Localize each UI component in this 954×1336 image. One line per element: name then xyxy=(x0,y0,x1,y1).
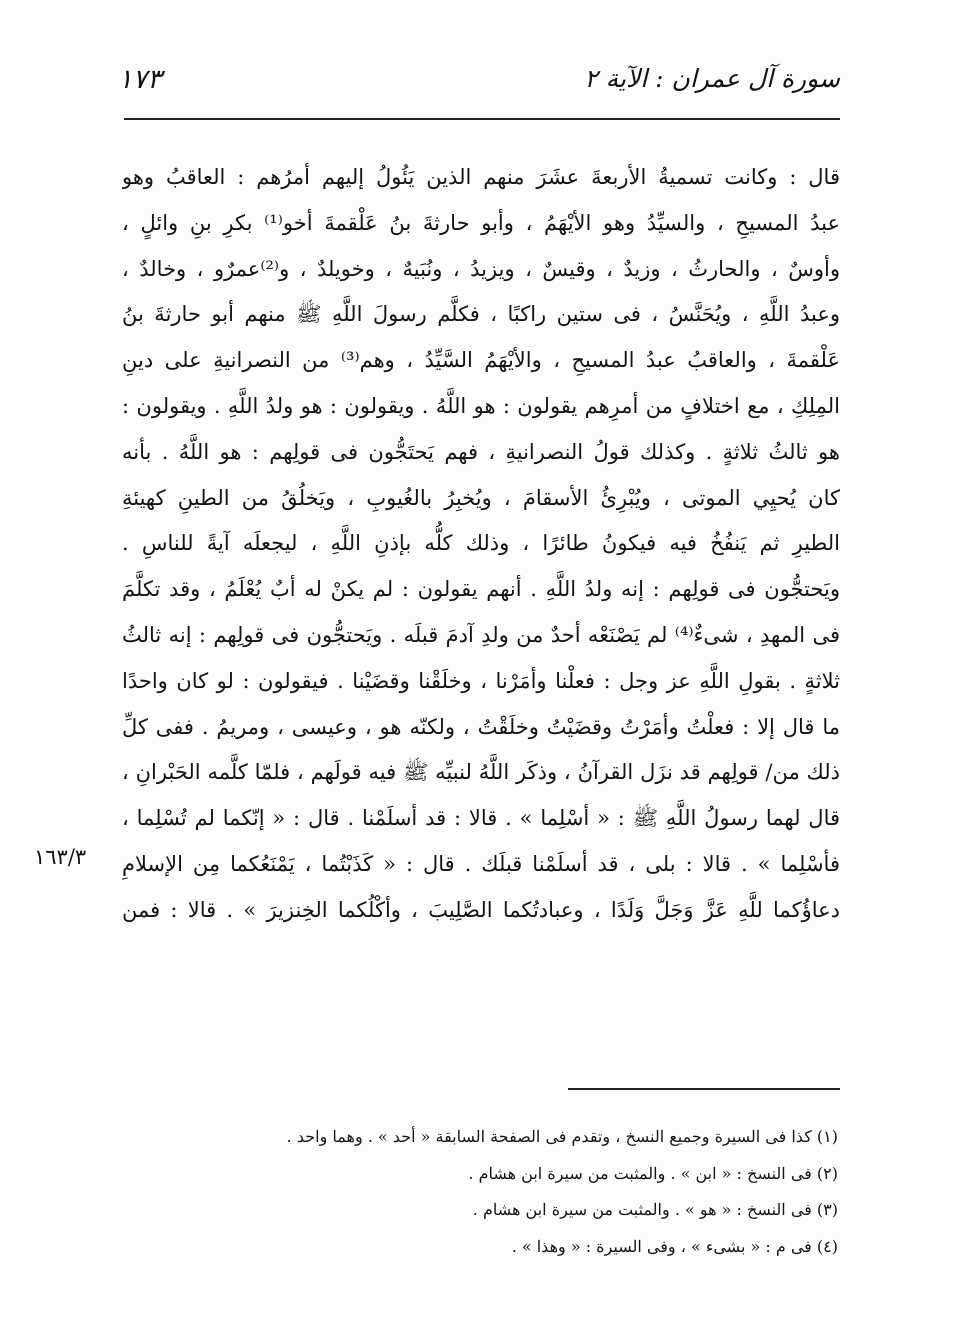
text-line: ذلك من/ قولِهم قد نزَل القرآنُ ، وذكَر اللَّهُ لنبيِّه ﷺ فيه قولَهم ، فلمّا كلَّمه الحَبْرانِ ، xyxy=(122,760,840,785)
text-line: عبدُ المسيحِ ، والسيِّدُ وهو الأيْهَمُ ، وأبو حارثةَ بنُ عَلْقمةَ أخو⁽¹⁾ بكرِ بنِ وائلٍ ، xyxy=(122,210,840,235)
text-line: هو ثالثُ ثلاثةٍ . وكذلك قولُ النصرانيةِ ، فهم يَحتَجُّون فى قولِهم : هو اللَّهُ . بأنه xyxy=(122,439,840,464)
footnotes xyxy=(118,1119,838,1265)
text-line: ويَحتجُّون فى قولِهم : إنه ولدُ اللَّهِ . أنهم يقولون : لم يكنْ له أبٌ يُعْلَمُ ، وقد تكلَّمَ xyxy=(122,577,840,602)
footnote: (٤) فى م : « بشىء » ، وفى السيرة : « وهذا » . xyxy=(511,1236,838,1256)
header-divider xyxy=(124,118,840,120)
text-line: قال : وكانت تسميةُ الأربعةَ عشَرَ منهم الذين يَئُولُ إليهم أمرُهم : العاقبُ وهو xyxy=(122,165,840,189)
text-line: قال لهما رسولُ اللَّهِ ﷺ : « أسْلِما » . قالا : قد أسلَمْنا . قال : « إنّكما لم تُسْلِما ، xyxy=(122,806,840,831)
footnote: (٢) فى النسخ : « ابن » . والمثبت من سيرة ابن هشام . xyxy=(468,1163,838,1183)
page-number: ١٧٣ xyxy=(118,64,162,95)
body-text xyxy=(122,155,840,934)
text-line: الطيرِ ثم يَنفُخُ فيه فيكونُ طائرًا ، وذلك كلُّه بإذنِ اللَّهِ ، ليجعلَه آيةً للناسِ . xyxy=(122,531,840,556)
footnote: (١) كذا فى السيرة وجميع النسخ ، وتقدم فى الصفحة السابقة « أحد » . وهما واحد . xyxy=(286,1127,838,1146)
footnote-divider xyxy=(568,1088,840,1090)
text-line: فى المهدِ ، شىءٌ⁽⁴⁾ لم يَصْنَعْه أحدٌ من ولدِ آدمَ قبلَه . ويَحتجُّون فى قولِهم : إنه ثالثُ xyxy=(122,622,840,647)
text-line: ما قال إلا : فعلْتُ وأمَرْتُ وقضَيْتُ وخلَقْتُ ، ولكنّه هو ، وعيسى ، ومريمُ . ففى كلِّ xyxy=(122,714,840,739)
text-line: فأسْلِما » . قالا : بلى ، قد أسلَمْنا قبلَك . قال : « كَذَبْتُما ، يَمْنَعُكما مِن الإسلامِ xyxy=(122,851,840,876)
text-line: كان يُحيِي الموتى ، ويُبْرِئُ الأسقامَ ، ويُخبِرُ بالغُيوبِ ، ويَخلُقُ من الطينِ كهيئةِ xyxy=(122,485,840,510)
text-line: وأوسٌ ، والحارثُ ، وزيدٌ ، وقيسٌ ، ويزيدُ ، ونُبَيهٌ ، وخويلدٌ ، و⁽²⁾عمرٌو ، وخالدٌ ، xyxy=(122,256,840,281)
page-header xyxy=(118,60,840,104)
text-line: المِلِكِ ، مع اختلافٍ من أمرِهم يقولون : هو اللَّهُ . ويقولون : هو ولدُ اللَّهِ . ويقولون : xyxy=(122,393,840,418)
margin-reference: ١٦٣/٣ xyxy=(34,845,87,869)
text-line: عَلْقمةَ ، والعاقبُ عبدُ المسيحِ ، والأيْهَمُ السَّيِّدُ ، وهم⁽³⁾ من النصرانيةِ على دينِ xyxy=(122,348,840,373)
text-line: دعاؤُكما للَّهِ عَزَّ وَجَلَّ وَلَدًا ، وعبادتُكما الصَّلِيبَ ، وأكْلُكما الخِنزيرَ » . قالا : فمن xyxy=(122,897,840,922)
text-line: وعبدُ اللَّهِ ، ويُحَنَّسُ ، فى ستين راكبًا ، فكلَّم رسولَ اللَّهِ ﷺ منهم أبو حارثةَ بنُ xyxy=(122,302,840,327)
footnote: (٣) فى النسخ : « هو » . والمثبت من سيرة ابن هشام . xyxy=(472,1200,838,1219)
running-title: سورة آل عمران : الآية ٢ xyxy=(584,64,840,93)
text-line: ثلاثةٍ . بقولِ اللَّهِ عز وجل : فعلْنا وأمَرْنا ، وخلَقْنا وقضَيْنا . فيقولون : لو كان واحدًا xyxy=(122,668,840,693)
